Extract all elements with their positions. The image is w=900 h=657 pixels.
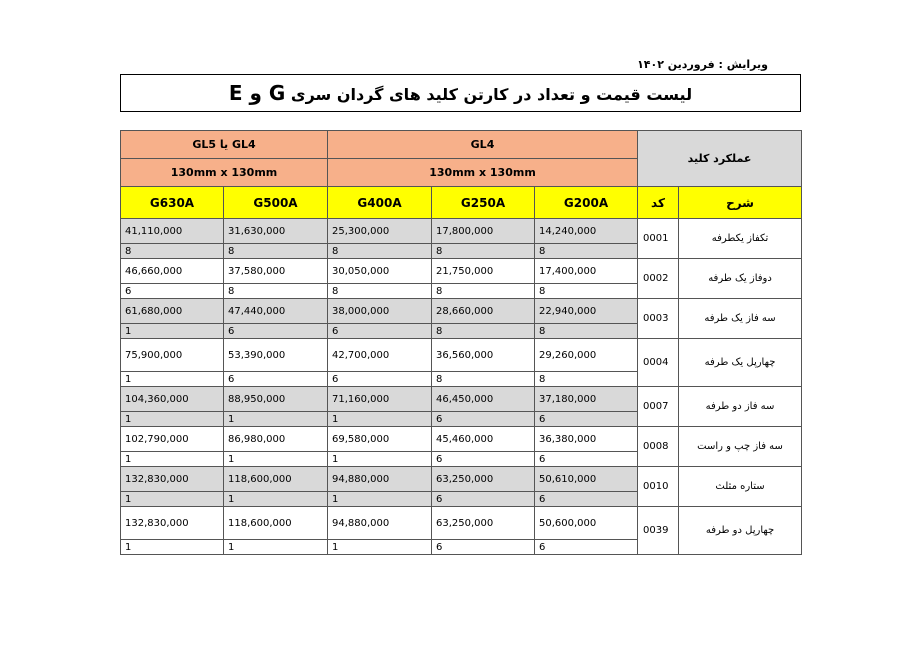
- price-cell: 118,600,000: [224, 467, 328, 492]
- price-cell: 132,830,000: [121, 467, 224, 492]
- price-cell: 42,700,000: [328, 339, 432, 372]
- description-cell: سه فاز چپ و راست: [679, 427, 802, 467]
- price-cell: 38,000,000: [328, 299, 432, 324]
- table-row: [121, 387, 802, 412]
- quantity-cell: 1: [121, 324, 224, 339]
- quantity-cell: 6: [535, 452, 638, 467]
- quantity-cell: 1: [121, 412, 224, 427]
- group-right-name: GL4: [328, 131, 638, 159]
- quantity-cell: 1: [121, 540, 224, 555]
- model-header: G400A: [328, 187, 432, 219]
- edition-date: ویرایش : فروردین ۱۴۰۲: [637, 58, 768, 71]
- model-header: G250A: [432, 187, 535, 219]
- quantity-cell: 1: [224, 412, 328, 427]
- group-right-size: 130mm x 130mm: [328, 159, 638, 187]
- quantity-cell: 8: [432, 244, 535, 259]
- model-header: G500A: [224, 187, 328, 219]
- price-cell: 118,600,000: [224, 507, 328, 540]
- function-header: عملکرد کلید: [638, 131, 802, 187]
- code-cell: 0008: [638, 427, 679, 467]
- quantity-cell: 6: [224, 324, 328, 339]
- table-row: [121, 339, 802, 372]
- price-cell: 50,610,000: [535, 467, 638, 492]
- quantity-cell: 8: [121, 244, 224, 259]
- quantity-cell: 8: [224, 244, 328, 259]
- price-cell: 17,800,000: [432, 219, 535, 244]
- quantity-cell: 6: [121, 284, 224, 299]
- code-cell: 0003: [638, 299, 679, 339]
- price-cell: 30,050,000: [328, 259, 432, 284]
- description-cell: سه فاز دو طرفه: [679, 387, 802, 427]
- table-row: [121, 219, 802, 244]
- price-cell: 69,580,000: [328, 427, 432, 452]
- price-cell: 31,630,000: [224, 219, 328, 244]
- price-cell: 104,360,000: [121, 387, 224, 412]
- table-row: [121, 259, 802, 284]
- quantity-cell: 8: [535, 324, 638, 339]
- price-cell: 94,880,000: [328, 507, 432, 540]
- quantity-cell: 6: [432, 540, 535, 555]
- quantity-cell: 1: [121, 372, 224, 387]
- title-series: G و E: [228, 81, 286, 105]
- quantity-cell: 1: [328, 412, 432, 427]
- price-cell: 53,390,000: [224, 339, 328, 372]
- quantity-cell: 6: [535, 540, 638, 555]
- price-cell: 37,180,000: [535, 387, 638, 412]
- table-row: [121, 467, 802, 492]
- price-cell: 25,300,000: [328, 219, 432, 244]
- price-cell: 50,600,000: [535, 507, 638, 540]
- quantity-cell: 1: [224, 492, 328, 507]
- code-cell: 0001: [638, 219, 679, 259]
- model-header: G200A: [535, 187, 638, 219]
- price-cell: 75,900,000: [121, 339, 224, 372]
- price-cell: 29,260,000: [535, 339, 638, 372]
- quantity-cell: 8: [328, 244, 432, 259]
- quantity-cell: 8: [535, 372, 638, 387]
- price-cell: 71,160,000: [328, 387, 432, 412]
- price-cell: 86,980,000: [224, 427, 328, 452]
- quantity-cell: 1: [328, 492, 432, 507]
- description-cell: سه فاز یک طرفه: [679, 299, 802, 339]
- price-cell: 94,880,000: [328, 467, 432, 492]
- code-cell: 0010: [638, 467, 679, 507]
- quantity-cell: 6: [328, 372, 432, 387]
- price-cell: 47,440,000: [224, 299, 328, 324]
- price-cell: 36,380,000: [535, 427, 638, 452]
- quantity-cell: 8: [535, 284, 638, 299]
- price-cell: 102,790,000: [121, 427, 224, 452]
- price-cell: 17,400,000: [535, 259, 638, 284]
- quantity-cell: 8: [535, 244, 638, 259]
- code-cell: 0007: [638, 387, 679, 427]
- code-header: کد: [638, 187, 679, 219]
- quantity-cell: 6: [432, 452, 535, 467]
- price-cell: 36,560,000: [432, 339, 535, 372]
- group-left-name: GL5 یا GL4: [121, 131, 328, 159]
- description-cell: چهارپل دو طرفه: [679, 507, 802, 555]
- price-cell: 22,940,000: [535, 299, 638, 324]
- code-cell: 0002: [638, 259, 679, 299]
- quantity-cell: 6: [535, 412, 638, 427]
- quantity-cell: 1: [328, 452, 432, 467]
- code-cell: 0004: [638, 339, 679, 387]
- price-cell: 88,950,000: [224, 387, 328, 412]
- price-cell: 63,250,000: [432, 507, 535, 540]
- model-header: G630A: [121, 187, 224, 219]
- title-box: [120, 74, 801, 112]
- group-left-size: 130mm x 130mm: [121, 159, 328, 187]
- desc-header: شرح: [679, 187, 802, 219]
- quantity-cell: 8: [432, 372, 535, 387]
- table-row: [121, 507, 802, 540]
- price-cell: 28,660,000: [432, 299, 535, 324]
- price-cell: 45,460,000: [432, 427, 535, 452]
- description-cell: چهارپل یک طرفه: [679, 339, 802, 387]
- quantity-cell: 8: [432, 324, 535, 339]
- price-cell: 63,250,000: [432, 467, 535, 492]
- price-cell: 21,750,000: [432, 259, 535, 284]
- price-cell: 46,660,000: [121, 259, 224, 284]
- quantity-cell: 1: [121, 452, 224, 467]
- description-cell: تکفاز یکطرفه: [679, 219, 802, 259]
- price-cell: 14,240,000: [535, 219, 638, 244]
- quantity-cell: 6: [328, 324, 432, 339]
- table-row: [121, 299, 802, 324]
- quantity-cell: 6: [224, 372, 328, 387]
- quantity-cell: 6: [432, 412, 535, 427]
- price-cell: 132,830,000: [121, 507, 224, 540]
- title-text: لیست قیمت و تعداد در کارتن کلید های گردان سری: [285, 85, 693, 104]
- quantity-cell: 1: [224, 452, 328, 467]
- description-cell: دوفاز یک طرفه: [679, 259, 802, 299]
- table-row: [121, 427, 802, 452]
- quantity-cell: 8: [328, 284, 432, 299]
- quantity-cell: 8: [432, 284, 535, 299]
- quantity-cell: 1: [224, 540, 328, 555]
- quantity-cell: 1: [328, 540, 432, 555]
- price-cell: 41,110,000: [121, 219, 224, 244]
- price-cell: 37,580,000: [224, 259, 328, 284]
- price-cell: 61,680,000: [121, 299, 224, 324]
- quantity-cell: 1: [121, 492, 224, 507]
- quantity-cell: 6: [432, 492, 535, 507]
- quantity-cell: 8: [224, 284, 328, 299]
- page-title: [229, 81, 692, 105]
- description-cell: ستاره مثلث: [679, 467, 802, 507]
- price-cell: 46,450,000: [432, 387, 535, 412]
- code-cell: 0039: [638, 507, 679, 555]
- quantity-cell: 6: [535, 492, 638, 507]
- price-table: [120, 130, 802, 555]
